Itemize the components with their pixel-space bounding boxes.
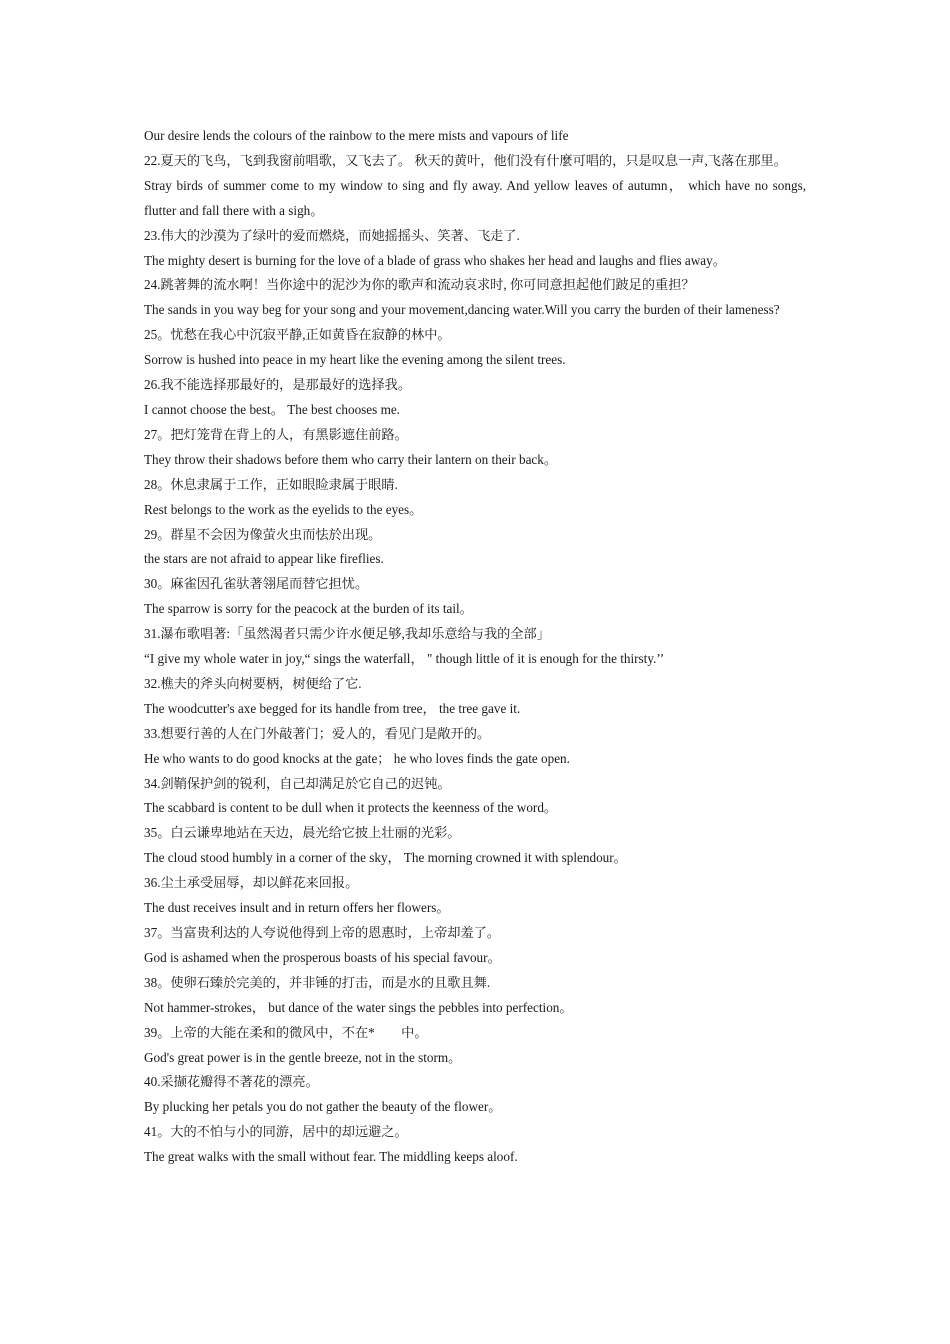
text-line: 27。把灯笼背在背上的人，有黑影遮住前路。 bbox=[144, 426, 408, 442]
text-line: 34.剑鞘保护剑的锐利，自己却满足於它自己的迟钝。 bbox=[144, 775, 451, 791]
text-line: Our desire lends the colours of the rainbow to the mere mists and vapours of life bbox=[144, 128, 569, 143]
text-line: 23.伟大的沙漠为了绿叶的爱而燃烧，而她摇摇头、笑著、飞走了. bbox=[144, 227, 520, 243]
text-line: the stars are not afraid to appear like fireflies. bbox=[144, 551, 384, 567]
text-line: 25。忧愁在我心中沉寂平静,正如黄昏在寂静的林中。 bbox=[144, 327, 451, 343]
text-line: The great walks with the small without fear. The middling keeps aloof. bbox=[144, 1149, 518, 1165]
text-line: 28。休息隶属于工作，正如眼睑隶属于眼睛. bbox=[144, 476, 398, 492]
text-line: The sands in you way beg for your song and your movement,dancing water.Will you carry the burden of their lameness? bbox=[144, 302, 780, 318]
text-line: 29。群星不会因为像萤火虫而怯於出现。 bbox=[144, 526, 382, 542]
text-line: 30。麻雀因孔雀驮著翎尾而替它担忧。 bbox=[144, 576, 369, 592]
text-line: He who wants to do good knocks at the gate； he who loves finds the gate open. bbox=[144, 750, 570, 766]
text-line: God's great power is in the gentle breeze, not in the storm。 bbox=[144, 1049, 462, 1065]
text-line: 39。上帝的大能在柔和的微风中，不在* 中。 bbox=[144, 1024, 428, 1040]
text-line: They throw their shadows before them who carry their lantern on their back。 bbox=[144, 451, 558, 467]
text-line: 37。当富贵利达的人夸说他得到上帝的恩惠时，上帝却羞了。 bbox=[144, 925, 501, 940]
text-line: The dust receives insult and in return offers her flowers。 bbox=[144, 900, 450, 916]
text-line: 32.樵夫的斧头向树要柄，树便给了它. bbox=[144, 675, 362, 691]
text-line: The mighty desert is burning for the love of a blade of grass who shakes her head and laughs and flies away。 bbox=[144, 252, 726, 268]
text-line: 33.想要行善的人在门外敲著门；爱人的，看见门是敞开的。 bbox=[144, 725, 491, 741]
text-line: 35。白云谦卑地站在天边，晨光给它披上壮丽的光彩。 bbox=[144, 825, 461, 841]
text-line: I cannot choose the best。 The best chooses me. bbox=[144, 401, 400, 417]
text-line: By plucking her petals you do not gather the beauty of the flower。 bbox=[144, 1099, 502, 1115]
text-line: Rest belongs to the work as the eyelids to the eyes。 bbox=[144, 501, 423, 517]
text-line: 22.夏天的飞鸟，飞到我窗前唱歌，又飞去了。 秋天的黄叶，他们没有什麼可唱的，只是叹息一声,飞落在那里。 bbox=[144, 152, 787, 168]
text-line: “I give my whole water in joy,“ sings the waterfall， " though little of it is enough for the thirsty.’’ bbox=[144, 651, 665, 667]
text-line: Sorrow is hushed into peace in my heart like the evening among the silent trees. bbox=[144, 352, 566, 368]
text-line: 31.瀑布歌唱著:「虽然渴者只需少许水便足够,我却乐意给与我的全部」 bbox=[144, 626, 550, 642]
text-line: 40.采撷花瓣得不著花的漂亮。 bbox=[144, 1074, 319, 1090]
text-line: 38。使卵石臻於完美的，并非锤的打击，而是水的且歌且舞. bbox=[144, 974, 491, 990]
text-line: God is ashamed when the prosperous boasts of his special favour。 bbox=[144, 949, 501, 965]
document-body bbox=[144, 124, 806, 1170]
text-line: 41。大的不怕与小的同游，居中的却远避之。 bbox=[144, 1124, 408, 1140]
text-line: 36.尘土承受屈辱，却以鲜花来回报。 bbox=[144, 875, 359, 891]
text-line: 26.我不能选择那最好的，是那最好的选择我。 bbox=[144, 377, 412, 393]
text-line: The scabbard is content to be dull when it protects the keenness of the word。 bbox=[144, 800, 558, 816]
text-line: The sparrow is sorry for the peacock at the burden of its tail。 bbox=[144, 601, 473, 617]
text-line: The cloud stood humbly in a corner of the sky， The morning crowned it with splendour。 bbox=[144, 850, 627, 866]
text-line: The woodcutter's axe begged for its handle from tree， the tree gave it. bbox=[144, 700, 521, 716]
text-line: 24.跳著舞的流水啊！当你途中的泥沙为你的歌声和流动哀求时, 你可同意担起他们跛足的重担？ bbox=[144, 277, 695, 293]
text-line: Not hammer-strokes， but dance of the water sings the pebbles into perfection。 bbox=[144, 999, 573, 1015]
text-line: Stray birds of summer come to my window to sing and fly away. And yellow leaves of autumn， which have no songs, flutter and fall there with a sigh。 bbox=[144, 177, 806, 218]
